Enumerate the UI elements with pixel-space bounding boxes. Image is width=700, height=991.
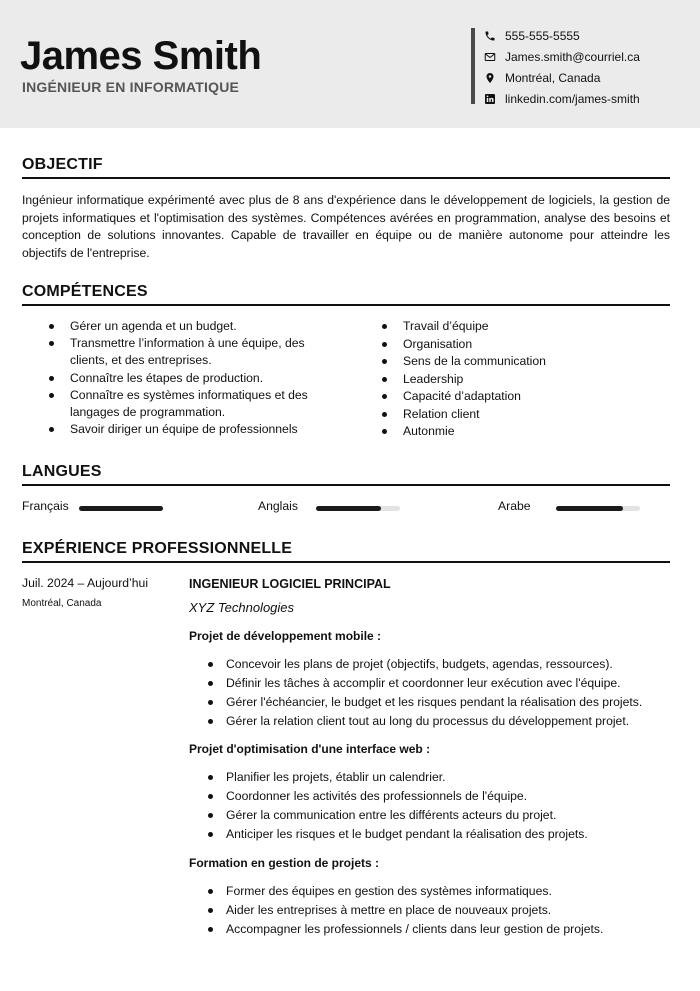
project-bullets bbox=[205, 882, 603, 939]
objective-text: Ingénieur informatique expérimenté avec plus de 8 ans d'expérience dans le développement de logiciels, la gestion de projets informatiques et l'optimisation des systèmes. Compétences avérées en programmation, analyse des besoins et conception de solutions innovantes. Capable de travailler en équipe ou de manière autonome pour atteindre les objectifs de l'entreprise. bbox=[22, 193, 670, 260]
language-level-fill bbox=[79, 506, 163, 511]
list-item: Concevoir les plans de projet (objectifs, budgets, agendas, ressources). bbox=[205, 655, 642, 674]
language-level-fill bbox=[556, 506, 623, 511]
section-divider bbox=[22, 304, 670, 306]
language-name: Anglais bbox=[258, 499, 298, 513]
language-level-bar bbox=[316, 506, 400, 511]
list-item: Autonmie bbox=[379, 423, 669, 441]
list-item: Gérer l'échéancier, le budget et les risques pendant la réalisation des projets. bbox=[205, 693, 642, 712]
list-item: Planifier les projets, établir un calendrier. bbox=[205, 768, 588, 787]
list-item: Gérer la relation client tout au long du processus du développement projet. bbox=[205, 712, 642, 731]
section-title-experience: EXPÉRIENCE PROFESSIONNELLE bbox=[22, 540, 293, 557]
list-item: Sens de la communication bbox=[379, 353, 669, 371]
job-dates: Juil. 2024 – Aujourd’hui bbox=[22, 576, 149, 590]
language-name: Arabe bbox=[498, 499, 531, 513]
list-item: Coordonner les activités des professionnels de l'équipe. bbox=[205, 787, 588, 806]
project-bullets bbox=[205, 768, 588, 844]
list-item: Savoir diriger un équipe de professionnels bbox=[46, 421, 336, 438]
language-level-fill bbox=[316, 506, 381, 511]
location-text: Montréal, Canada bbox=[505, 71, 601, 85]
linkedin-icon bbox=[484, 93, 496, 105]
project-bullets bbox=[205, 655, 642, 731]
list-item: Travail d’équipe bbox=[379, 318, 669, 336]
list-item: Capacité d’adaptation bbox=[379, 388, 669, 406]
project-title: Projet de développement mobile : bbox=[189, 629, 382, 643]
list-item: Aider les entreprises à mettre en place de nouveaux projets. bbox=[205, 901, 603, 920]
list-item: Définir les tâches à accomplir et coordonner leur exécution avec l'équipe. bbox=[205, 674, 642, 693]
company-name: XYZ Technologies bbox=[189, 600, 295, 615]
section-divider bbox=[22, 484, 670, 486]
list-item: Connaître les étapes de production. bbox=[46, 370, 336, 387]
language-level-bar bbox=[556, 506, 640, 511]
section-title-langues: LANGUES bbox=[22, 463, 102, 480]
phone-icon bbox=[484, 30, 496, 42]
contact-divider bbox=[471, 28, 475, 104]
project-title: Projet d'optimisation d'une interface web : bbox=[189, 742, 431, 756]
list-item: Accompagner les professionnels / clients dans leur gestion de projets. bbox=[205, 920, 603, 939]
section-divider bbox=[22, 177, 670, 179]
section-title-competences: COMPÉTENCES bbox=[22, 283, 148, 300]
list-item: Relation client bbox=[379, 406, 669, 424]
list-item: Connaître es systèmes informatiques et des langages de programmation. bbox=[46, 387, 336, 421]
list-item: Anticiper les risques et le budget pendant la réalisation des projets. bbox=[205, 825, 588, 844]
language-name: Français bbox=[22, 499, 69, 513]
list-item: Leadership bbox=[379, 371, 669, 389]
list-item: Former des équipes en gestion des systèmes informatiques. bbox=[205, 882, 603, 901]
contact-phone bbox=[484, 28, 580, 44]
location-pin-icon bbox=[484, 72, 496, 84]
section-divider bbox=[22, 561, 670, 563]
envelope-icon bbox=[484, 51, 496, 63]
section-title-objectif: OBJECTIF bbox=[22, 156, 103, 173]
resume-header bbox=[0, 0, 700, 128]
email-text[interactable]: James.smith@courriel.ca bbox=[505, 50, 640, 64]
list-item: Organisation bbox=[379, 336, 669, 354]
project-title: Formation en gestion de projets : bbox=[189, 856, 380, 870]
list-item: Gérer la communication entre les différents acteurs du projet. bbox=[205, 806, 588, 825]
phone-text: 555-555-5555 bbox=[505, 29, 580, 43]
contact-email[interactable] bbox=[484, 49, 640, 65]
list-item: Transmettre l’information à une équipe, des clients, et des entreprises. bbox=[46, 335, 336, 369]
job-location: Montréal, Canada bbox=[22, 598, 102, 609]
candidate-title: INGÉNIEUR EN INFORMATIQUE bbox=[22, 79, 240, 95]
contact-linkedin[interactable] bbox=[484, 91, 640, 107]
list-item: Gérer un agenda et un budget. bbox=[46, 318, 336, 335]
language-level-bar bbox=[79, 506, 163, 511]
skills-list-right bbox=[379, 318, 669, 441]
contact-location bbox=[484, 70, 600, 86]
linkedin-text[interactable]: linkedin.com/james-smith bbox=[505, 92, 640, 106]
job-title: INGENIEUR LOGICIEL PRINCIPAL bbox=[189, 577, 391, 591]
candidate-name: James Smith bbox=[20, 34, 262, 78]
skills-list-left bbox=[46, 318, 336, 438]
